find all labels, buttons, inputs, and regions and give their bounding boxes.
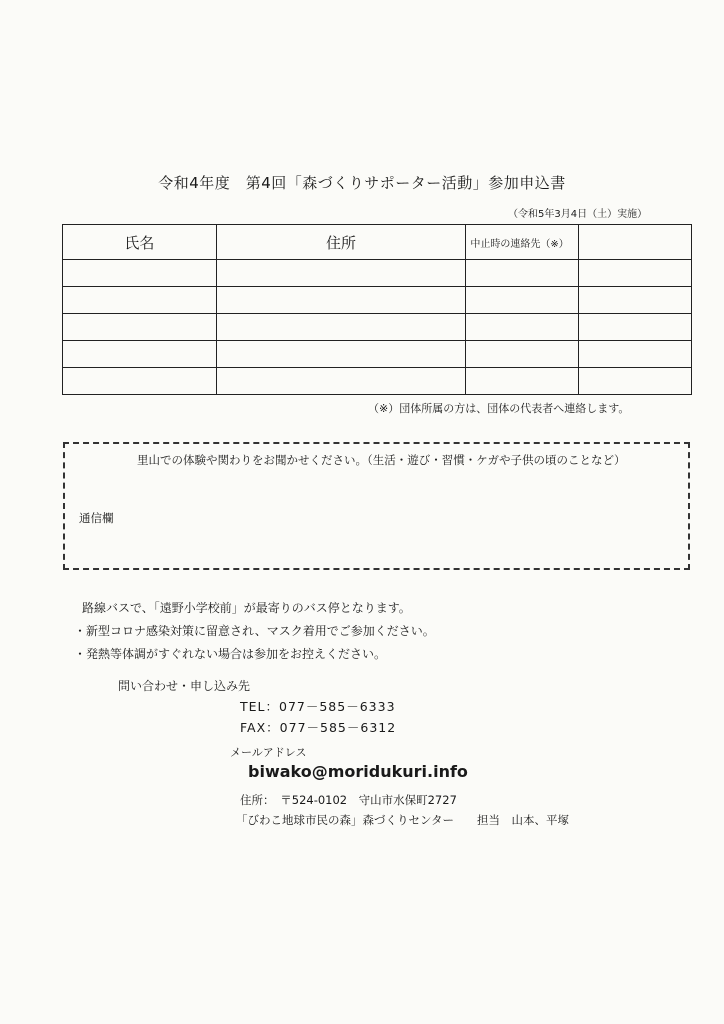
name-cell[interactable] xyxy=(63,287,217,314)
extra-cell[interactable] xyxy=(579,314,692,341)
form-title: 令和4年度 第4回「森づくりサポーター活動」参加申込書 xyxy=(158,174,566,192)
name-cell[interactable] xyxy=(63,341,217,368)
name-cell[interactable] xyxy=(63,314,217,341)
name-cell[interactable] xyxy=(63,260,217,287)
contact-fax: FAX：077－585－6312 xyxy=(240,720,397,735)
table-header-row xyxy=(63,225,692,260)
address-cell[interactable] xyxy=(216,341,466,368)
header-emergency-contact: 中止時の連絡先（※） xyxy=(466,225,579,260)
notice-mask: ・新型コロナ感染対策に留意され、マスク着用でご参加ください。 xyxy=(74,624,435,638)
table-row xyxy=(63,287,692,314)
communication-label: 通信欄 xyxy=(79,511,114,525)
contact-cell[interactable] xyxy=(466,287,579,314)
extra-cell[interactable] xyxy=(579,260,692,287)
header-name: 氏名 xyxy=(63,225,217,260)
notice-bus: 路線バスで、「遠野小学校前」が最寄りのバス停となります。 xyxy=(82,601,411,615)
contact-cell[interactable] xyxy=(466,260,579,287)
extra-cell[interactable] xyxy=(579,287,692,314)
event-date: （令和5年3月4日（土）実施） xyxy=(508,209,648,220)
registration-table xyxy=(62,224,692,395)
communication-prompt: 里山での体験や関わりをお聞かせください。（生活・遊び・習慣・ケガや子供の頃のことなど） xyxy=(137,453,626,467)
contact-cell[interactable] xyxy=(466,341,579,368)
notice-fever: ・発熱等体調がすぐれない場合は参加をお控えください。 xyxy=(74,647,387,661)
table-row xyxy=(63,368,692,395)
contact-note: （※）団体所属の方は、団体の代表者へ連絡します。 xyxy=(368,402,630,415)
address-cell[interactable] xyxy=(216,314,466,341)
header-blank xyxy=(579,225,692,260)
header-address: 住所 xyxy=(216,225,466,260)
address-cell[interactable] xyxy=(216,368,466,395)
contact-email[interactable]: biwako@moridukuri.info xyxy=(248,762,468,781)
contact-center: 「びわこ地球市民の森」森づくりセンター 担当 山本、平塚 xyxy=(236,813,570,827)
contact-heading: 問い合わせ・申し込み先 xyxy=(118,679,251,693)
contact-cell[interactable] xyxy=(466,368,579,395)
extra-cell[interactable] xyxy=(579,341,692,368)
address-cell[interactable] xyxy=(216,287,466,314)
address-cell[interactable] xyxy=(216,260,466,287)
contact-tel: TEL：077－585－6333 xyxy=(240,699,396,714)
table-row xyxy=(63,341,692,368)
table-row xyxy=(63,314,692,341)
contact-cell[interactable] xyxy=(466,314,579,341)
name-cell[interactable] xyxy=(63,368,217,395)
extra-cell[interactable] xyxy=(579,368,692,395)
contact-address: 住所： 〒524-0102 守山市水保町2727 xyxy=(240,793,457,807)
table-row xyxy=(63,260,692,287)
email-label: メールアドレス xyxy=(230,746,307,759)
communication-box[interactable] xyxy=(63,442,690,570)
